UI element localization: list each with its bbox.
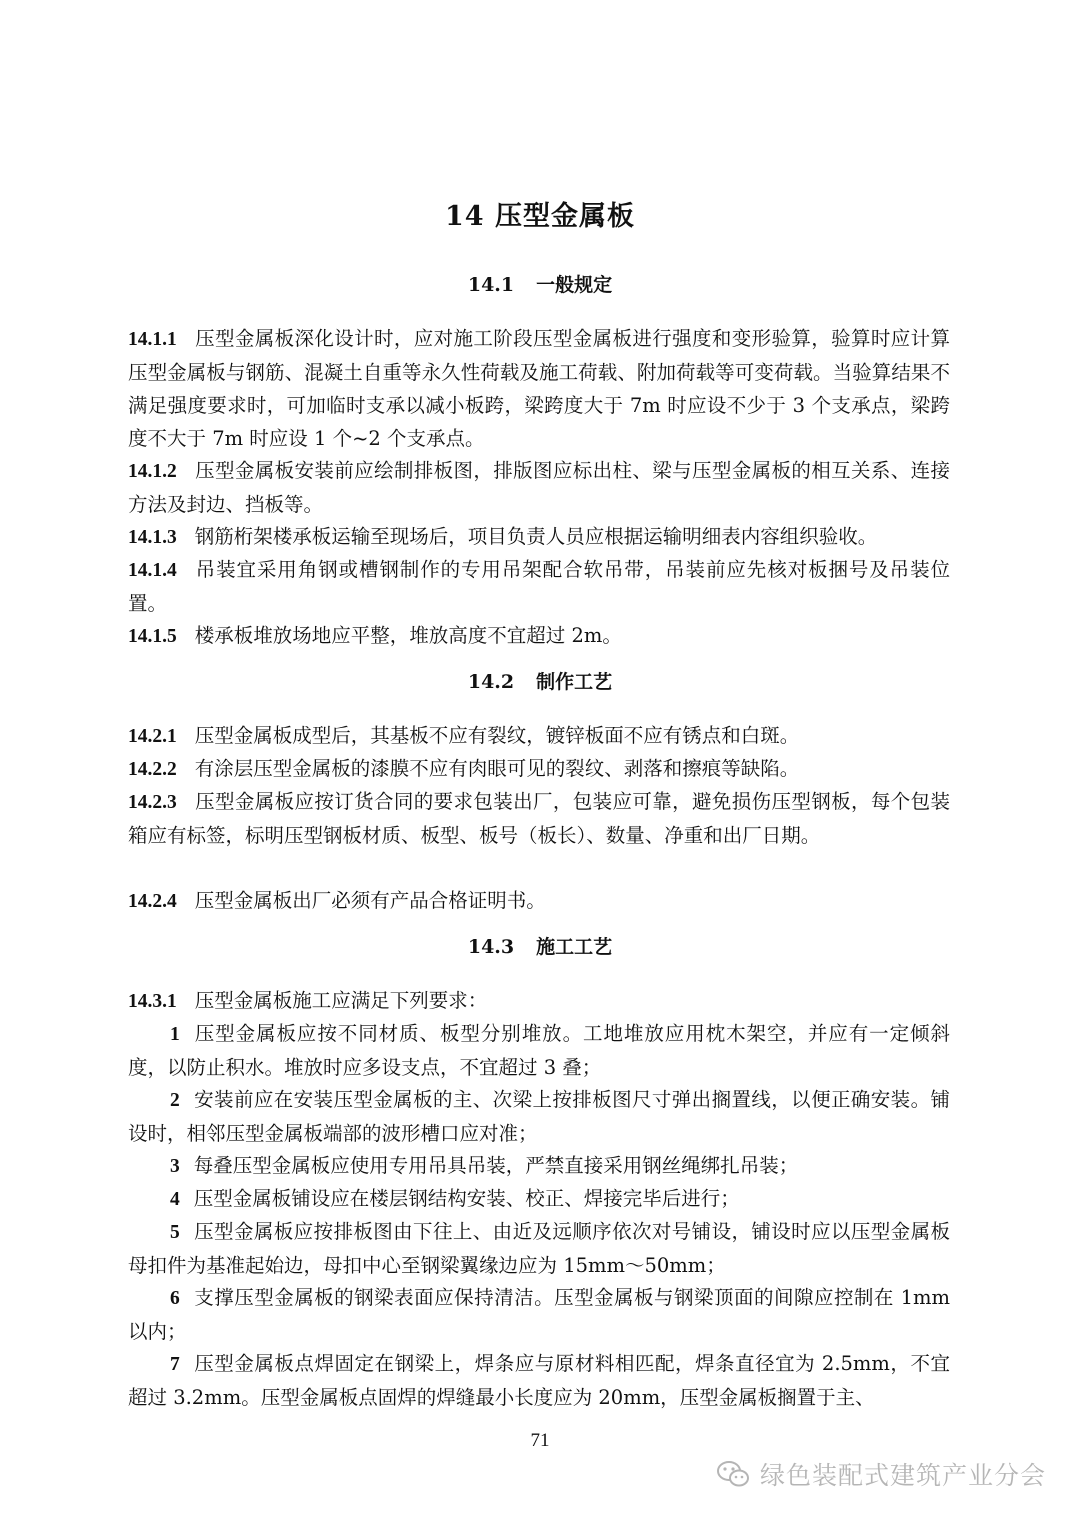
- list-item-4: [128, 1182, 950, 1216]
- item-text: 压型金属板铺设应在楼层钢结构安装、校正、焊接完毕后进行；: [193, 1187, 740, 1210]
- section-number: 14.2: [467, 671, 515, 693]
- list-item-6: [128, 1281, 950, 1348]
- page-number: 71: [530, 1430, 550, 1451]
- item-number: 2: [170, 1090, 180, 1111]
- clause-14-2-3: [128, 785, 950, 852]
- item-text: 支撑压型金属板的钢梁表面应保持清洁。压型金属板与钢梁顶面的间隙应控制在 1mm 以内；: [128, 1286, 950, 1343]
- clause-14-3-1: [128, 984, 950, 1018]
- clause-text: 有涂层压型金属板的漆膜不应有肉眼可见的裂纹、剥落和擦痕等缺陷。: [194, 757, 800, 780]
- clause-14-1-2: [128, 454, 950, 521]
- clause-number: 14.1.3: [128, 527, 177, 548]
- item-number: 4: [170, 1189, 180, 1210]
- section-number: 14.3: [467, 936, 515, 958]
- item-number: 1: [170, 1024, 180, 1045]
- clause-text: 钢筋桁架楼承板运输至现场后，项目负责人员应根据运输明细表内容组织验收。: [194, 525, 878, 548]
- clause-number: 14.1.4: [128, 560, 177, 581]
- clause-text: 吊装宜采用角钢或槽钢制作的专用吊架配合软吊带，吊装前应先核对板捆号及吊装位置。: [128, 558, 950, 615]
- section-title: 施工工艺: [536, 936, 613, 958]
- clause-14-1-1: [128, 322, 950, 455]
- list-item-2: [128, 1083, 950, 1150]
- clause-14-2-4: [128, 884, 950, 918]
- section-number: 14.1: [467, 274, 515, 296]
- clause-text: 压型金属板深化设计时，应对施工阶段压型金属板进行强度和变形验算，验算时应计算压型金属板与钢筋、混凝土自重等永久性荷载及施工荷载、附加荷载等可变荷载。当验算结果不满足强度要求时，可加临时支承以减小板跨，梁跨度大于 7m 时应设不少于 3 个支承点，梁跨度不大于 7m 时应设 1 个~2 个支承点。: [128, 327, 950, 450]
- list-item-1: [128, 1017, 950, 1084]
- clause-14-1-3: [128, 520, 950, 554]
- item-number: 7: [170, 1354, 180, 1375]
- item-number: 6: [170, 1288, 180, 1309]
- clause-14-2-2: [128, 752, 950, 786]
- clause-text: 压型金属板出厂必须有产品合格证明书。: [194, 889, 546, 912]
- clause-number: 14.2.1: [128, 726, 177, 747]
- clause-number: 14.2.4: [128, 891, 177, 912]
- clause-14-1-5: [128, 619, 950, 653]
- item-text: 压型金属板点焊固定在钢梁上，焊条应与原材料相匹配，焊条直径宜为 2.5mm，不宜超过 3.2mm。压型金属板点固焊的焊缝最小长度应为 20mm，压型金属板搁置于主、: [128, 1352, 950, 1409]
- item-number: 3: [170, 1156, 180, 1177]
- list-item-3: [128, 1149, 950, 1183]
- section-heading-14-2: [0, 667, 1080, 694]
- clause-text: 压型金属板安装前应绘制排板图，排版图应标出柱、梁与压型金属板的相互关系、连接方法及封边、挡板等。: [128, 459, 950, 516]
- clause-number: 14.2.2: [128, 759, 177, 780]
- clause-text: 压型金属板应按订货合同的要求包装出厂，包装应可靠，避免损伤压型钢板，每个包装箱应有标签，标明压型钢板材质、板型、板号（板长）、数量、净重和出厂日期。: [128, 790, 950, 847]
- list-item-5: [128, 1215, 950, 1282]
- section-title: 制作工艺: [536, 671, 613, 693]
- wechat-icon: [716, 1459, 750, 1489]
- item-number: 5: [170, 1222, 180, 1243]
- clause-14-1-4: [128, 553, 950, 620]
- item-text: 压型金属板应按不同材质、板型分别堆放。工地堆放应用枕木架空，并应有一定倾斜度，以防止积水。堆放时应多设支点，不宜超过 3 叠；: [128, 1022, 950, 1079]
- clause-text: 压型金属板施工应满足下列要求：: [194, 989, 488, 1012]
- clause-text: 楼承板堆放场地应平整，堆放高度不宜超过 2m。: [194, 624, 622, 647]
- section-heading-14-3: [0, 932, 1080, 959]
- item-text: 压型金属板应按排板图由下往上、由近及远顺序依次对号铺设，铺设时应以压型金属板母扣件为基准起始边，母扣中心至钢梁翼缘边应为 15mm～50mm；: [128, 1220, 950, 1277]
- item-text: 安装前应在安装压型金属板的主、次梁上按排板图尺寸弹出搁置线，以便正确安装。铺设时，相邻压型金属板端部的波形槽口应对准；: [128, 1088, 950, 1145]
- clause-number: 14.2.3: [128, 792, 177, 813]
- clause-number: 14.1.1: [128, 329, 177, 350]
- section-heading-14-1: [0, 270, 1080, 297]
- list-item-7: [128, 1347, 950, 1414]
- watermark-text: 绿色装配式建筑产业分会: [759, 1461, 1046, 1490]
- clause-number: 14.1.5: [128, 626, 177, 647]
- item-text: 每叠压型金属板应使用专用吊具吊装，严禁直接采用钢丝绳绑扎吊装；: [193, 1154, 799, 1177]
- clause-text: 压型金属板成型后，其基板不应有裂纹，镀锌板面不应有锈点和白斑。: [194, 724, 800, 747]
- clause-number: 14.1.2: [128, 461, 177, 482]
- clause-number: 14.3.1: [128, 991, 177, 1012]
- watermark: [716, 1456, 1046, 1492]
- section-title: 一般规定: [536, 274, 613, 296]
- clause-14-2-1: [128, 719, 950, 753]
- chapter-title: 14 压型金属板: [445, 201, 635, 232]
